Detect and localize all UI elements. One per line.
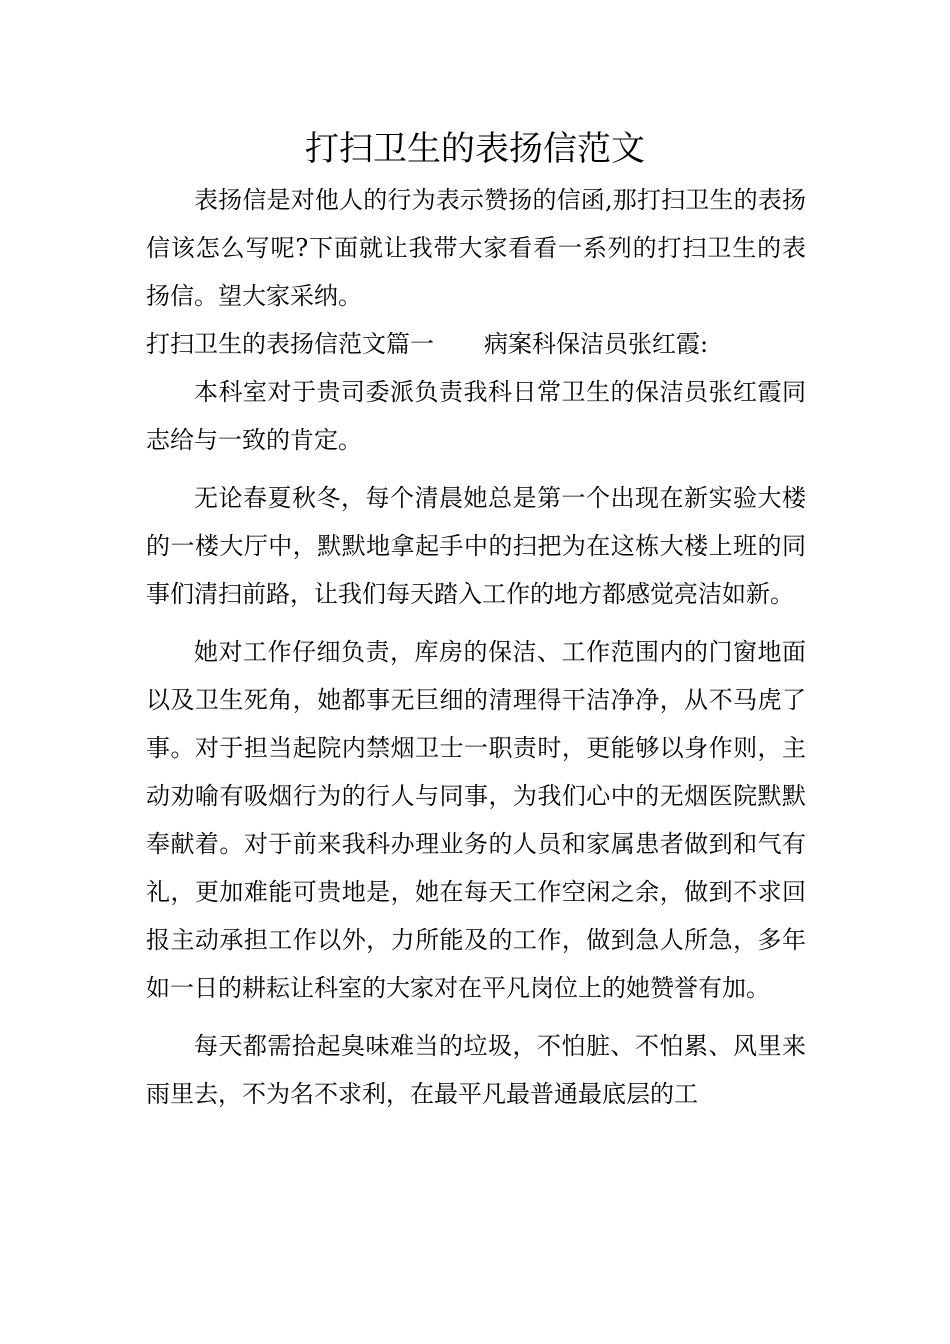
salutation: 病案科保洁员张红霞: xyxy=(484,330,709,358)
body-paragraph-4: 每天都需拾起臭味难当的垃圾，不怕脏、不怕累、风里来雨里去，不为名不求利，在最平凡最普通最底层的工 xyxy=(146,1032,806,1108)
section-heading: 打扫卫生的表扬信范文篇一 xyxy=(146,330,434,358)
body-paragraph-2: 无论春夏秋冬，每个清晨她总是第一个出现在新实验大楼的一楼大厅中，默默地拿起手中的扫把为在这栋大楼上班的同事们清扫前路，让我们每天踏入工作的地方都感觉亮洁如新。 xyxy=(146,484,806,608)
document-body xyxy=(146,176,806,1118)
intro-paragraph: 表扬信是对他人的行为表示赞扬的信函,那打扫卫生的表扬信该怎么写呢?下面就让我带大家看看一系列的打扫卫生的表扬信。望大家采纳。 xyxy=(146,186,806,310)
body-paragraph-1: 本科室对于贵司委派负责我科日常卫生的保洁员张红霞同志给与一致的肯定。 xyxy=(146,378,806,454)
section-heading-line xyxy=(146,320,806,368)
document-title: 打扫卫生的表扬信范文 xyxy=(305,129,645,169)
body-paragraph-3: 她对工作仔细负责，库房的保洁、工作范围内的门窗地面以及卫生死角，她都事无巨细的清理得干洁净净，从不马虎了事。对于担当起院内禁烟卫士一职责时，更能够以身作则，主动劝喻有吸烟行为的行人与同事，为我们心中的无烟医院默默奉献着。对于前来我科办理业务的人员和家属患者做到和气有礼，更加难能可贵地是，她在每天工作空闲之余，做到不求回报主动承担工作以外，力所能及的工作，做到急人所急，多年如一日的耕耘让科室的大家对在平凡岗位上的她赞誉有加。 xyxy=(146,638,806,1002)
